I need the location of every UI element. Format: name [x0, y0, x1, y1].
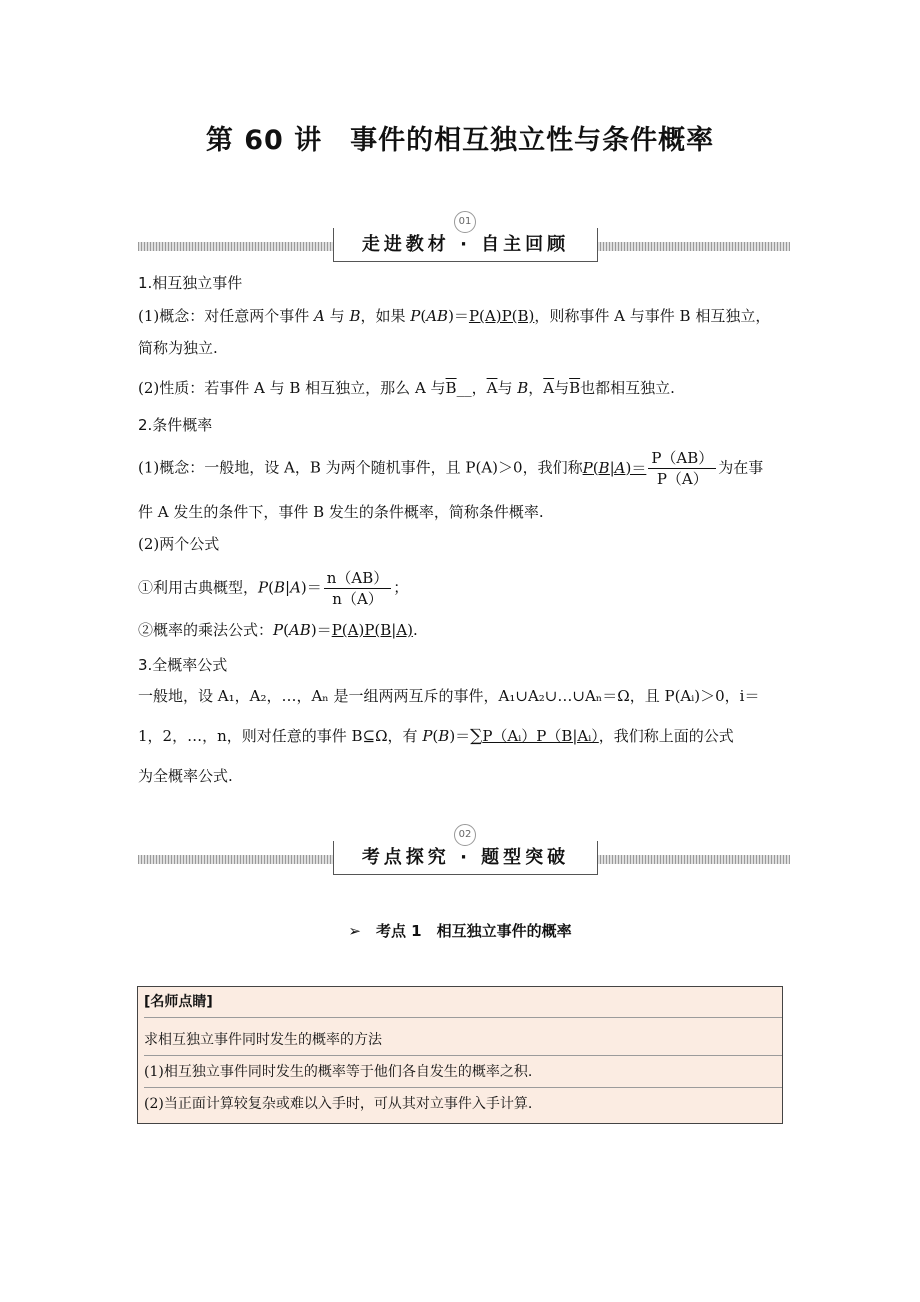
- tip-row: (1)相互独立事件同时发生的概率等于他们各自发生的概率之积.: [144, 1057, 782, 1088]
- section-label: 走进教材 · 自主回顾: [333, 228, 598, 262]
- section-divider-left: [138, 855, 334, 864]
- section-divider-right: [594, 855, 790, 864]
- section-header-explore: [138, 829, 790, 881]
- answer-blank: P(A)P(B|A): [331, 621, 414, 639]
- section-divider-right: [594, 242, 790, 251]
- section-label: 考点探究 · 题型突破: [333, 841, 598, 875]
- heading-conditional-probability: 2.条件概率: [138, 416, 213, 434]
- answer-blank: P(A)P(B): [468, 307, 535, 325]
- topic-heading: ➢ 考点 1 相互独立事件的概率: [348, 922, 572, 940]
- section-divider-left: [138, 242, 334, 251]
- paragraph-concept-cont: 简称为独立.: [138, 339, 218, 357]
- answer-blank: $\overline{B}$: [445, 379, 457, 397]
- section-header-review: [138, 216, 790, 268]
- paragraph-concept-independence: (1)概念：对任意两个事件 A 与 B，如果 P(AB)＝P(A)P(B)，则称事件 A 与事件 B 相互独立，: [138, 307, 771, 325]
- paragraph-two-formulas: (2)两个公式: [138, 535, 220, 553]
- paragraph-total-probability-formula: 1，2，…，n，则对任意的事件 B⊆Ω，有 P(B)＝∑P（Aᵢ）P（B|Aᵢ），我们称上面的公式: [138, 726, 734, 746]
- paragraph-property: (2)性质：若事件 A 与 B 相互独立，那么 A 与$\overline{B}\_\_$，$\overline{A}$与 B，$\overline{A}$与$\overline{B}$也都相互独立.: [138, 379, 675, 397]
- paragraph-total-probability: 一般地，设 A₁，A₂，…，Aₙ 是一组两两互斥的事件，A₁∪A₂∪…∪Aₙ＝Ω，且 P(Aᵢ)＞0，i＝: [138, 687, 760, 705]
- section-badge: 01: [454, 211, 476, 233]
- tip-heading: [名师点睛]: [144, 987, 782, 1018]
- tip-row: 求相互独立事件同时发生的概率的方法: [144, 1025, 782, 1056]
- paragraph-classical-formula: ①利用古典概型，P(B|A)＝ $\frac{n(AB)}{n(A)}$ ；: [138, 569, 409, 608]
- teacher-tip-box: [137, 986, 783, 1124]
- paragraph-multiplication-formula: ②概率的乘法公式：P(AB)＝P(A)P(B|A).: [138, 621, 418, 639]
- tip-row: (2)当正面计算较复杂或难以入手时，可从其对立事件入手计算.: [144, 1096, 533, 1112]
- paragraph-conditional-cont: 件 A 发生的条件下，事件 B 发生的条件概率，简称条件概率.: [138, 503, 544, 521]
- paragraph-total-probability-end: 为全概率公式.: [138, 767, 233, 785]
- page-title: 第 60 讲 事件的相互独立性与条件概率: [205, 125, 715, 156]
- answer-blank: P（Aᵢ）P（B|Aᵢ）: [482, 727, 599, 745]
- paragraph-conditional-concept: (1)概念：一般地，设 A，B 为两个随机事件，且 P(A)＞0，我们称P(B|A)＝ $\frac{P(AB)}{P(A)}$ 为在事: [138, 449, 764, 488]
- section-badge: 02: [454, 824, 476, 846]
- heading-total-probability: 3.全概率公式: [138, 656, 228, 674]
- heading-independent-events: 1.相互独立事件: [138, 274, 243, 292]
